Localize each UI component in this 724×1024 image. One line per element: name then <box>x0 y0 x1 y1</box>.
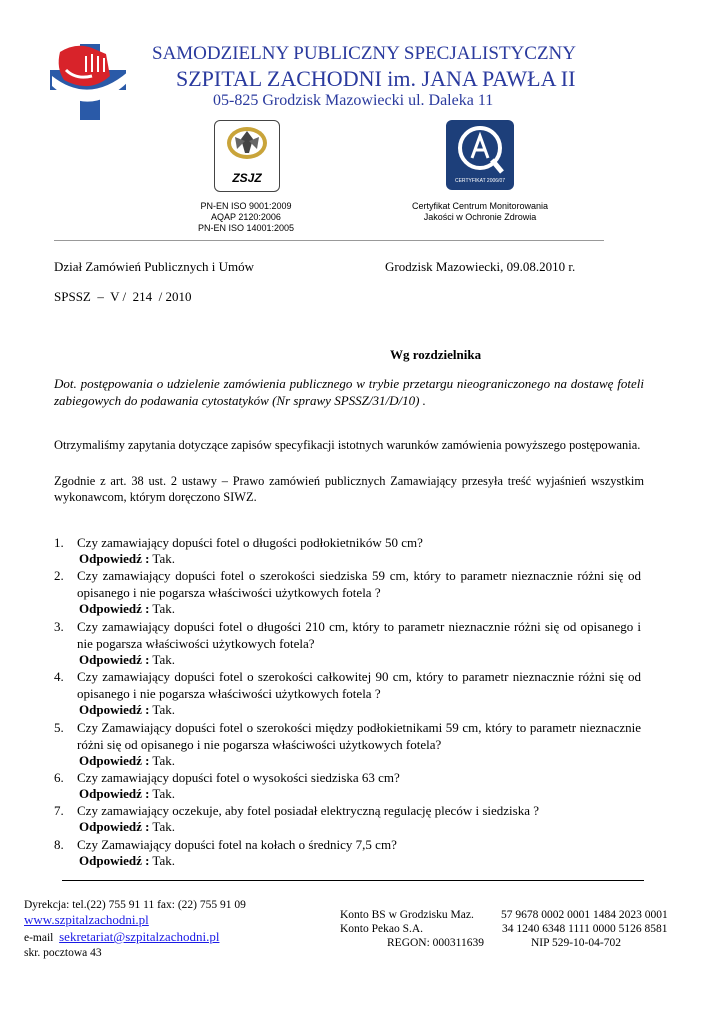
answer: Odpowiedź : Tak. <box>79 853 175 868</box>
cert-line: AQAP 2120:2006 <box>211 212 281 222</box>
header-divider <box>54 240 604 241</box>
footer-divider <box>62 880 644 881</box>
question-number: 2. <box>54 568 64 583</box>
intro-paragraph: Zgodnie z art. 38 ust. 2 ustawy – Prawo zamówień publicznych Zamawiający przesyła treść wyjaśnień wszystkim wykonawcom, którym doręczono SIWZ. <box>54 474 644 504</box>
answer: Odpowiedź : Tak. <box>79 819 175 834</box>
question-text: Czy zamawiający dopuści fotel o długości 210 cm, który to parametr nieznacznie różni się od opisanego i nie pogarsza właściwości użytkowych fotela? <box>77 619 641 651</box>
intro-paragraph: Otrzymaliśmy zapytania dotyczące zapisów specyfikacji istotnych warunków zamówienia powyższego postępowania. <box>54 438 641 452</box>
answer: Odpowiedź : Tak. <box>79 753 175 768</box>
iso-certificate-logo <box>214 120 280 192</box>
email-link[interactable]: sekretariat@szpitalzachodni.pl <box>59 929 220 944</box>
answer: Odpowiedź : Tak. <box>79 652 175 667</box>
question-text: Czy Zamawiający dopuści fotel o szerokości między podłokietnikami 59 cm, który to parametr nieznacznie różni się od opisanego i nie pogarsza właściwości użytkowych fotela? <box>77 720 641 752</box>
answer: Odpowiedź : Tak. <box>79 551 175 566</box>
place-date: Grodzisk Mazowiecki, 09.08.2010 r. <box>385 259 576 274</box>
question-number: 4. <box>54 669 64 684</box>
department-name: Dział Zamówień Publicznych i Umów <box>54 259 255 274</box>
answer: Odpowiedź : Tak. <box>79 786 175 801</box>
eagle-emblem-icon <box>215 121 279 171</box>
cert-line: PN-EN ISO 9001:2009 <box>200 201 292 211</box>
question-number: 3. <box>54 619 64 634</box>
reference-number: SPSSZ – V / 214 / 2010 <box>54 289 192 304</box>
question-number: 6. <box>54 770 64 785</box>
answer: Odpowiedź : Tak. <box>79 702 175 717</box>
question-text: Czy zamawiający dopuści fotel o wysokości siedziska 63 cm? <box>77 770 400 785</box>
certificate-logo-text: CERTYFIKAT 2006/07 <box>454 178 506 184</box>
website-link[interactable]: www.szpitalzachodni.pl <box>24 912 149 927</box>
subject: Dot. postępowania o udzielenie zamówienia publicznego w trybie przetargu nieograniczonego na dostawę foteli zabiegowych do podawania cytostatyków (Nr sprawy SPSSZ/31/D/10) . <box>54 376 644 408</box>
question-number: 8. <box>54 837 64 852</box>
hospital-logo <box>46 40 134 128</box>
bank2-number: 34 1240 6348 1111 0000 5126 8581 <box>502 923 668 935</box>
quality-certificate-caption <box>394 201 566 223</box>
question-text: Czy Zamawiający dopuści fotel na kołach o średnicy 7,5 cm? <box>77 837 397 852</box>
quality-certificate-logo <box>446 120 514 190</box>
footer-email <box>24 930 219 945</box>
question-number: 7. <box>54 803 64 818</box>
footer-po-box: skr. pocztowa 43 <box>24 947 102 959</box>
bank2-name: Konto Pekao S.A. <box>340 923 424 935</box>
regon: REGON: 000311639 <box>387 937 485 949</box>
cert-line: PN-EN ISO 14001:2005 <box>197 223 295 233</box>
question-number: 1. <box>54 535 64 550</box>
hospital-address: 05-825 Grodzisk Mazowiecki ul. Daleka 11 <box>213 92 494 109</box>
cert-line: Jakości w Ochronie Zdrowia <box>423 212 537 222</box>
question-text: Czy zamawiający dopuści fotel o szerokości siedziska 59 cm, który to parametr nieznacznie różni się od opisanego i nie pogarsza właściwości użytkowych fotela ? <box>77 568 641 600</box>
bank1-number: 57 9678 0002 0001 1484 2023 0001 <box>501 909 668 921</box>
question-number: 5. <box>54 720 64 735</box>
question-text: Czy zamawiający dopuści fotel o szerokości całkowitej 90 cm, który to parametr nieznacznie różni się od opisanego i nie pogarsza właściwości użytkowych fotela ? <box>77 669 641 701</box>
hospital-name-line2: SZPITAL ZACHODNI im. JANA PAWŁA II <box>176 66 576 91</box>
question-text: Czy zamawiający oczekuje, aby fotel posiadał elektryczną regulację pleców i siedziska ? <box>77 803 540 818</box>
email-label: e-mail <box>24 932 60 944</box>
iso-certificate-caption <box>180 201 312 234</box>
recipient: Wg rozdzielnika <box>390 347 482 362</box>
bank1-name: Konto BS w Grodzisku Maz. <box>340 909 474 921</box>
question-text: Czy zamawiający dopuści fotel o długości podłokietników 50 cm? <box>77 535 423 550</box>
cert-line: Certyfikat Centrum Monitorowania <box>411 201 549 211</box>
q-emblem-icon <box>446 120 514 176</box>
certificate-logo-text: ZSJZ <box>232 171 262 185</box>
nip: NIP 529-10-04-702 <box>531 937 621 949</box>
answer: Odpowiedź : Tak. <box>79 601 175 616</box>
footer-phone: Dyrekcja: tel.(22) 755 91 11 fax: (22) 755 91 09 <box>24 899 246 911</box>
hospital-name-line1: SAMODZIELNY PUBLICZNY SPECJALISTYCZNY <box>152 43 576 64</box>
